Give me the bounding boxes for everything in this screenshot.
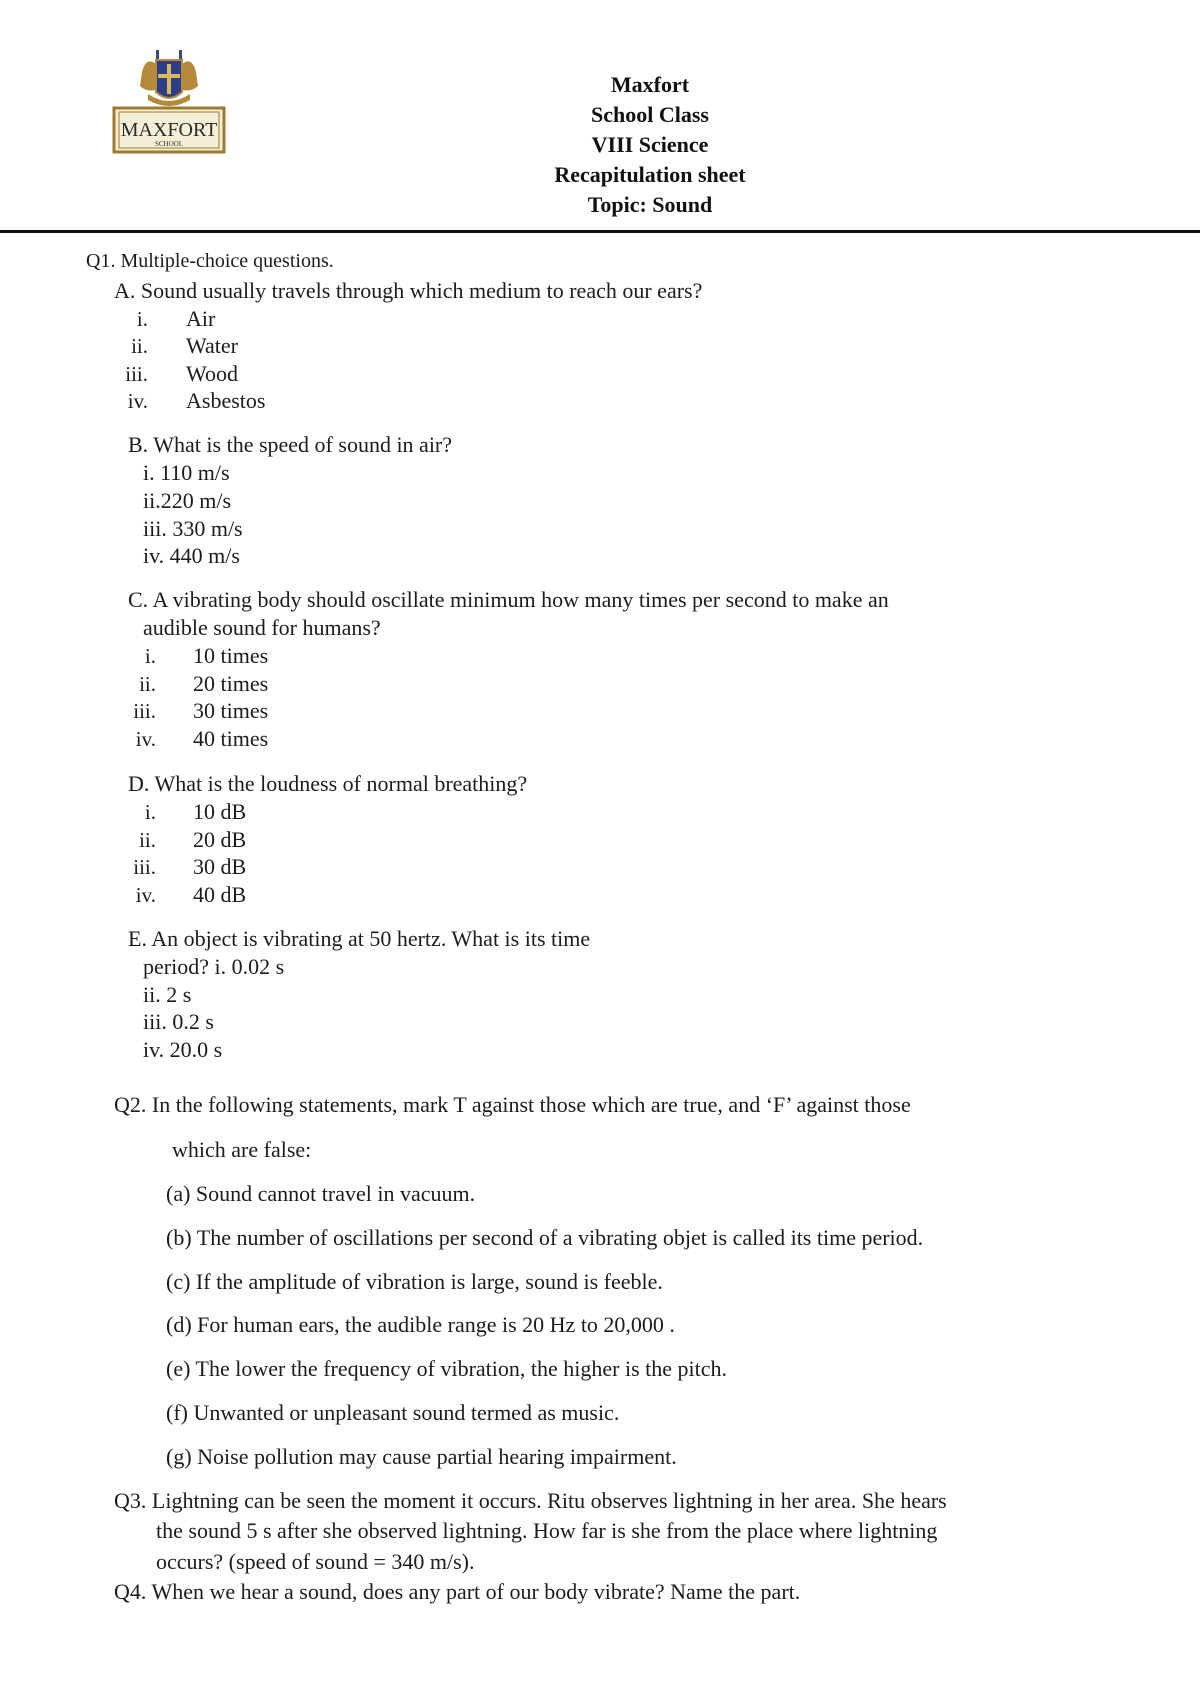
q1c-question-line1: C. A vibrating body should oscillate minimum how many times per second to make an (128, 587, 889, 612)
q1d-option-text: 30 dB (193, 854, 247, 879)
school-crest-logo (106, 46, 232, 168)
q1e-option: ii. 2 s (143, 982, 192, 1007)
q1c-question-line2: audible sound for humans? (143, 615, 381, 640)
title-line-5: Topic: Sound (587, 192, 713, 217)
q1a-option-text: Wood (186, 361, 239, 386)
q1d-option-num: i. (144, 800, 156, 824)
q1b-option: iv. 440 m/s (143, 543, 240, 568)
q1b-option: i. 110 m/s (143, 460, 230, 485)
title-line-2: School Class (591, 102, 709, 127)
q1d-option-text: 20 dB (193, 827, 247, 852)
q1d-option-num: iii. (133, 855, 156, 879)
logo-subtext: SCHOOL (154, 140, 184, 148)
q1e-question-line2: period? i. 0.02 s (143, 954, 285, 979)
header-divider (0, 230, 1200, 233)
q2-statement: (e) The lower the frequency of vibration, the higher is the pitch. (166, 1356, 728, 1381)
q1a-option-num: ii. (131, 334, 148, 358)
logo-text: MAXFORT (120, 119, 218, 141)
q2-statement: (g) Noise pollution may cause partial hearing impairment. (166, 1444, 677, 1469)
q2-statement: (f) Unwanted or unpleasant sound termed as music. (166, 1400, 620, 1425)
q1-title: Q1. Multiple-choice questions. (86, 250, 334, 272)
q1d-option-num: ii. (139, 828, 156, 852)
q2-statement: (a) Sound cannot travel in vacuum. (166, 1181, 476, 1206)
q1c-option-num: ii. (139, 672, 156, 696)
q1c-option-text: 10 times (193, 643, 269, 668)
title-line-4: Recapitulation sheet (554, 162, 746, 187)
q1a-option-num: iv. (127, 389, 148, 413)
page-header (0, 0, 1200, 232)
q1c-option-num: i. (144, 644, 156, 668)
q2-statement: (b) The number of oscillations per second of a vibrating objet is called its time period. (166, 1225, 924, 1250)
q1c-option-text: 20 times (193, 671, 269, 696)
q1d-option-text: 40 dB (193, 882, 247, 907)
title-line-3: VIII Science (591, 132, 709, 157)
q1d-option-num: iv. (135, 883, 156, 907)
q2-question-line2: which are false: (172, 1137, 312, 1162)
q1b-option: ii.220 m/s (143, 488, 232, 513)
q3-question-line3: occurs? (speed of sound = 340 m/s). (156, 1549, 475, 1574)
q4-question: Q4. When we hear a sound, does any part of our body vibrate? Name the part. (114, 1579, 801, 1604)
title-line-1: Maxfort (610, 72, 690, 97)
q1c-option-text: 30 times (193, 698, 269, 723)
q2-statement: (d) For human ears, the audible range is 20 Hz to 20,000 . (166, 1312, 675, 1337)
q3-question-line2: the sound 5 s after she observed lightning. How far is she from the place where lightning (156, 1518, 938, 1543)
q1b-question: B. What is the speed of sound in air? (128, 432, 453, 457)
q1b-option: iii. 330 m/s (143, 516, 243, 541)
q2-question-line1: Q2. In the following statements, mark T against those which are true, and ‘F’ against those (114, 1092, 911, 1117)
q1a-question: A. Sound usually travels through which medium to reach our ears? (114, 278, 703, 303)
q1a-option-text: Water (186, 333, 238, 358)
q1e-question-line1: E. An object is vibrating at 50 hertz. What is its time (128, 926, 591, 951)
q1d-question: D. What is the loudness of normal breathing? (128, 771, 528, 796)
q1a-option-text: Asbestos (186, 388, 266, 413)
q1a-option-num: i. (136, 307, 148, 331)
q2-statement: (c) If the amplitude of vibration is large, sound is feeble. (166, 1269, 663, 1294)
q1e-option: iv. 20.0 s (143, 1037, 223, 1062)
q1c-option-text: 40 times (193, 726, 269, 751)
q1e-option: iii. 0.2 s (143, 1009, 214, 1034)
q1d-option-text: 10 dB (193, 799, 247, 824)
document-title-block (450, 70, 850, 220)
q1a-option-text: Air (186, 306, 216, 331)
q1a-option-num: iii. (125, 362, 148, 386)
q1c-option-num: iv. (135, 727, 156, 751)
q1c-option-num: iii. (133, 699, 156, 723)
q3-question-line1: Q3. Lightning can be seen the moment it occurs. Ritu observes lightning in her area. She hears (114, 1488, 947, 1513)
